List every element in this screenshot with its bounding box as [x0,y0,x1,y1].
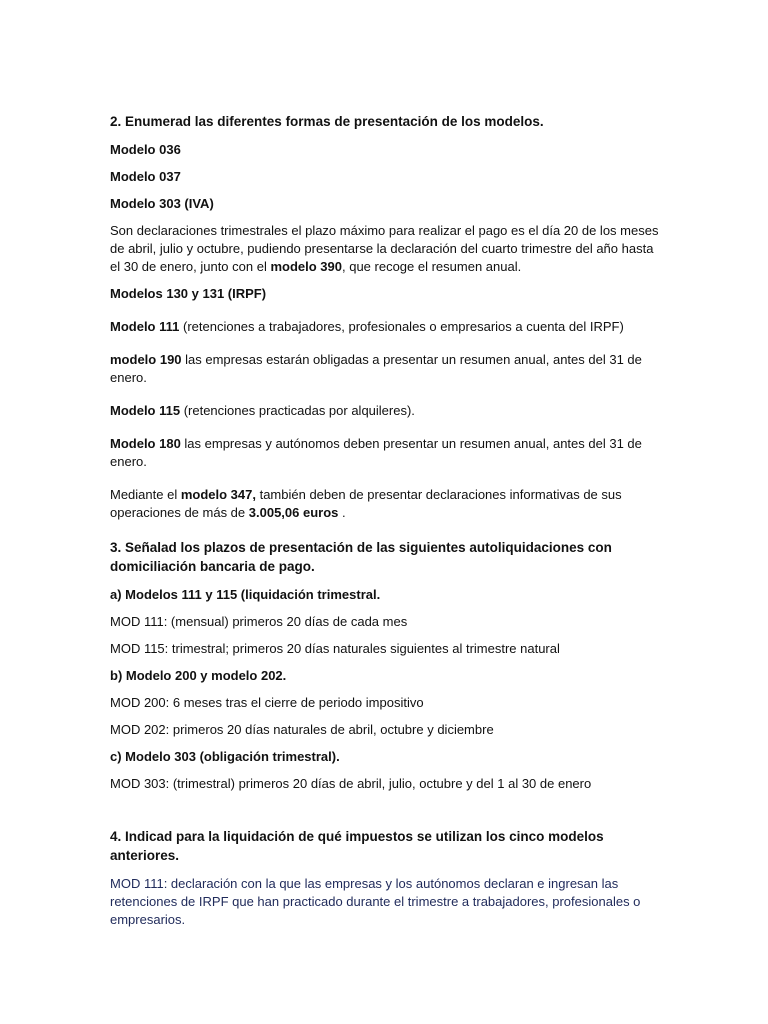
q3-a-line-1: MOD 111: (mensual) primeros 20 días de cada mes [110,613,408,629]
modelo-190-paragraph: modelo 190 las empresas estarán obligadas a presentar un resumen anual, antes del 31 de enero. [110,351,642,385]
modelo-037: Modelo 037 [110,168,181,184]
q4-modelo-111-paragraph: MOD 111: declaración con la que las empresas y los autónomos declaran e ingresan las retenciones de IRPF que han practicado durante el trimestre a trabajadores, profesionales o empresarios. [110,875,641,927]
question-2-heading: 2. Enumerad las diferentes formas de presentación de los modelos. [110,114,544,129]
question-4-heading: 4. Indicad para la liquidación de qué impuestos se utilizan los cinco modelos anteriores. [110,828,604,863]
modelo-180-paragraph: Modelo 180 las empresas y autónomos deben presentar un resumen anual, antes del 31 de enero. [110,435,642,469]
modelo-111-paragraph: Modelo 111 (retenciones a trabajadores, profesionales o empresarios a cuenta del IRPF) [110,318,624,334]
document-page [110,112,660,929]
modelos-130-131: Modelos 130 y 131 (IRPF) [110,285,267,301]
q3-b-line-2: MOD 202: primeros 20 días naturales de abril, octubre y diciembre [110,721,494,737]
q3-c-line-1: MOD 303: (trimestral) primeros 20 días de abril, julio, octubre y del 1 al 30 de enero [110,775,592,791]
modelo-303: Modelo 303 (IVA) [110,195,214,211]
modelo-036: Modelo 036 [110,141,181,157]
modelo-115-paragraph: Modelo 115 (retenciones practicadas por alquileres). [110,402,415,418]
question-3-heading: 3. Señalad los plazos de presentación de las siguientes autoliquidaciones con domiciliación bancaria de pago. [110,539,612,574]
q3-c-title: c) Modelo 303 (obligación trimestral). [110,748,340,764]
modelo-347-paragraph: Mediante el modelo 347, también deben de presentar declaraciones informativas de sus operaciones de más de 3.005,06 euros . [110,486,622,520]
q3-b-line-1: MOD 200: 6 meses tras el cierre de periodo impositivo [110,694,424,710]
q3-b-title: b) Modelo 200 y modelo 202. [110,667,287,683]
q3-a-title: a) Modelos 111 y 115 (liquidación trimestral. [110,586,381,602]
q3-a-line-2: MOD 115: trimestral; primeros 20 días naturales siguientes al trimestre natural [110,640,560,656]
modelo-303-paragraph: Son declaraciones trimestrales el plazo máximo para realizar el pago es el día 20 de los meses de abril, julio y octubre, pudiendo presentarse la declaración del cuarto trimestre del año hasta el 30 de enero, junto con el modelo 390, que recoge el resumen anual. [110,222,659,274]
